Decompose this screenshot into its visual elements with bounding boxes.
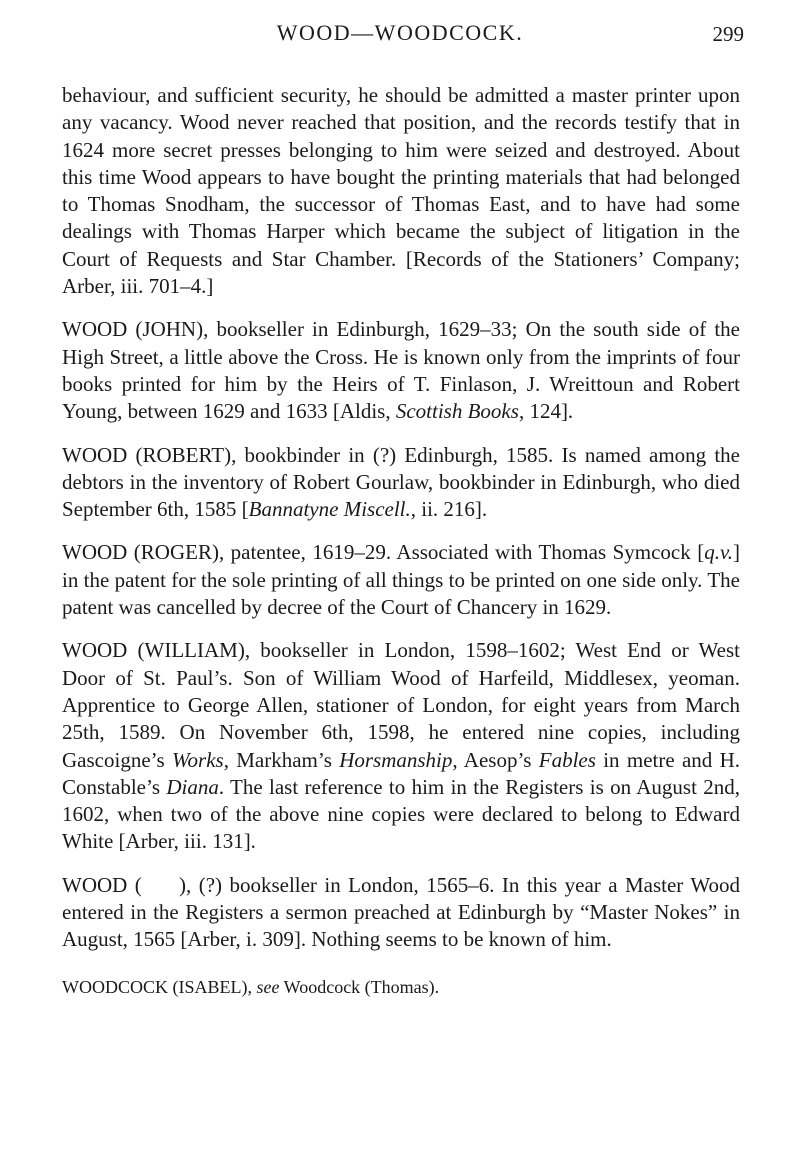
entry-text: , (?) bookseller in London, 1565–6. In this year a Master Wood entered in the Registers a sermon preached at Edinburgh by “Master Nokes” in August, 1565 [Arber, i. 309]. Nothing seems to be known of him. [62,872,740,952]
entry-text: , ii. 216]. [410,497,488,522]
entry-wood-unknown [62,872,740,954]
entry-wood-robert [62,442,740,524]
see-label: see [256,976,280,997]
entry-wood-john [62,316,740,425]
reference-text: Woodcock (Thomas). [279,976,440,997]
paragraph-text: behaviour, and sufficient security, he should be admitted a master printer upon any vacancy. Wood never reached that position, and the records testify that in 1624 more secret presses belonging to him were seized and destroyed. About this time Wood appears to have bought the printing materials that had belonged to Thomas Snodham, the successor of Thomas East, and to have had some dealings with Thomas Harper which became the subject of litigation in the Court of Requests and Star Chamber. [Records of the Stationers’ Company; Arber, iii. 701–4.] [62,83,740,299]
page-number: 299 [712,22,744,46]
cross-reference-woodcock [62,974,740,1001]
entry-heading: WOOD (WILLIAM) [62,638,245,663]
separator: , [247,976,257,997]
entry-italic: Fables [538,747,596,772]
entry-text: , Aesop’s [452,747,539,772]
continued-paragraph [62,82,740,300]
running-head [0,14,800,48]
entry-text: , Markham’s [223,747,340,772]
entry-italic: Horsmanship [339,747,453,772]
running-title: WOOD—WOODCOCK. [276,20,524,45]
entry-text: , bookseller in Edinburgh, 1629–33; On the south side of the High Street, a little above the Cross. He is known only from the imprints of four books printed for him by the Heirs of T. Finlason, J. Wreittoun and Robert Young, between 1629 and 1633 [Aldis, [62,317,740,424]
entry-heading: WOOD (JOHN) [62,317,204,342]
entry-italic: Scottish Books [395,399,519,424]
entry-text: ] in the patent for the sole printing of all things to be printed on one side only. The patent was cancelled by decree of the Court of Chancery in 1629. [62,540,740,620]
entry-subname: (ISABEL) [172,976,248,997]
entry-italic: q.v. [704,540,733,565]
entry-heading: WOOD (ROBERT) [62,442,232,467]
entry-heading: WOOD (ROGER) [62,540,219,565]
entry-text: , bookbinder in (?) Edinburgh, 1585. Is named among the debtors in the inventory of Robert Gourlaw, bookbinder in Edinburgh, who died September 6th, 1585 [ [62,442,740,522]
entry-italic: Diana [166,774,219,799]
entry-wood-william [62,637,740,855]
entry-text: . The last reference to him in the Registers is on August 2nd, 1602, when two of the above nine copies were declared to belong to Edward White [Arber, iii. 131]. [62,774,741,854]
entry-text: , patentee, 1619–29. Associated with Thomas Symcock [ [218,540,705,565]
entry-text: , bookseller in London, 1598–1602; West End or West Door of St. Paul’s. Son of William Wood of Harfeild, Middlesex, yeoman. Apprentice to George Allen, stationer of London, for eight years from March 25th, 1589. On November 6th, 1598, he entered nine copies, including Gascoigne’s [62,638,741,772]
entry-wood-roger [62,539,740,621]
entry-heading: WOOD ( ) [62,872,186,897]
entry-text: in metre and H. Constable’s [62,747,741,799]
entry-text: , 124]. [518,399,574,424]
entry-heading: WOODCOCK [62,976,168,997]
body-text [62,82,740,1019]
entry-italic: Bannatyne Miscell. [248,497,411,522]
entry-italic: Works [171,747,224,772]
